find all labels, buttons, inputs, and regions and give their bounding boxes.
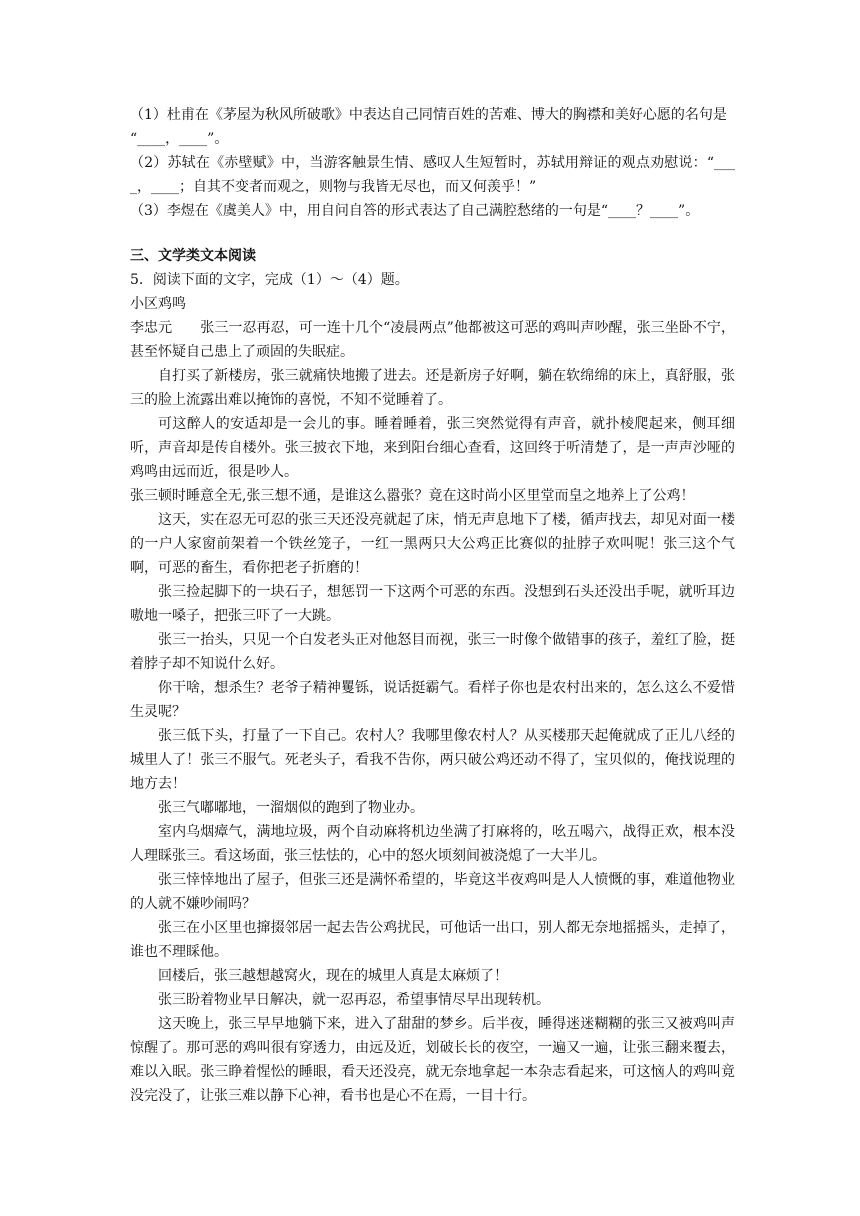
story-paragraph: 张三低下头，打量了一下自己。农村人？我哪里像农村人？从买楼那天起俺就成了正儿八经的城里人了！张三不服气。死老头子，看我不告你，两只破公鸡还动不得了，宝贝似的，俺找说理的地方去！ [130, 728, 735, 792]
story-paragraph: 你干啥，想杀生？老爷子精神矍铄，说话挺霸气。看样子你也是农村出来的，怎么这么不爱惜生灵呢？ [130, 680, 735, 720]
story-paragraph: 回楼后，张三越想越窝火，现在的城里人真是太麻烦了！ [158, 968, 508, 984]
story-paragraph: 张三顿时睡意全无,张三想不通，是谁这么嚣张？竟在这时尚小区里堂而皇之地养上了公鸡！ [130, 488, 695, 504]
story-paragraph: 这天，实在忍无可忍的张三天还没亮就起了床，悄无声息地下了楼，循声找去，却见对面一楼的一户人家窗前架着一个铁丝笼子，一红一黑两只大公鸡正比赛似的扯脖子欢叫呢！张三这个气啊，可恶的畜生，看你把老子折磨的！ [130, 512, 735, 576]
question-2-text: （2）苏轼在《赤壁赋》中，当游客触景生情、感叹人生短暂时，苏轼用辩证的观点劝慰说：“____，____；自其不变者而观之，则物与我皆无尽也，而又何羡乎！” [130, 155, 735, 195]
story-paragraph: 张三在小区里也撺掇邻居一起去告公鸡扰民，可他话一出口，别人都无奈地摇摇头，走掉了，谁也不理睬他。 [130, 920, 735, 960]
question-3-text: （3）李煜在《虞美人》中，用自问自答的形式表达了自己满腔愁绪的一句是“____？____”。 [130, 203, 700, 219]
reading-instruction: 5．阅读下面的文字，完成（1）～（4）题。 [130, 272, 409, 288]
question-1-text: （1）杜甫在《茅屋为秋风所破歌》中表达自己同情百姓的苦难、博大的胸襟和美好心愿的名句是 [130, 107, 727, 123]
story-paragraph: 张三盼着物业早日解决，就一忍再忍，希望事情尽早出现转机。 [158, 992, 550, 1008]
story-paragraph: 自打买了新楼房，张三就痛快地搬了进去。还是新房子好啊，躺在软绵绵的床上，真舒服，张三的脸上流露出难以掩饰的喜悦，不知不觉睡着了。 [130, 368, 735, 408]
story-paragraph: 这天晚上，张三早早地躺下来，进入了甜甜的梦乡。后半夜，睡得迷迷糊糊的张三又被鸡叫声惊醒了。那可恶的鸡叫很有穿透力，由远及近，划破长长的夜空，一遍又一遍，让张三翻来覆去，难以入眠。张三睁着惺忪的睡眼，看天还没亮，就无奈地拿起一本杂志看起来，可这恼人的鸡叫竟没完没了，让张三难以静下心神，看书也是心不在焉，一目十行。 [130, 1016, 735, 1104]
story-paragraph: 张三一抬头，只见一个白发老头正对他怒目而视，张三一时像个做错事的孩子，羞红了脸，挺着脖子却不知说什么好。 [130, 632, 735, 672]
story-paragraph: 室内乌烟瘴气，满地垃圾，两个自动麻将机边坐满了打麻将的，吆五喝六，战得正欢，根本没人理睬张三。看这场面，张三怯怯的，心中的怒火顷刻间被浇熄了一大半儿。 [130, 824, 735, 864]
question-1-blanks: “____，____”。 [130, 131, 229, 147]
story-paragraph: 张三悻悻地出了屋子，但张三还是满怀希望的，毕竟这半夜鸡叫是人人愤慨的事，难道他物业的人就不嫌吵闹吗？ [130, 872, 735, 912]
story-paragraph: 可这醉人的安适却是一会儿的事。睡着睡着，张三突然觉得有声音，就扑棱爬起来，侧耳细听，声音却是传自楼外。张三披衣下地，来到阳台细心查看，这回终于听清楚了，是一声声沙哑的鸡鸣由远而近，很是吵人。 [130, 416, 735, 480]
story-opening: 李忠元 张三一忍再忍，可一连十几个“凌晨两点”他都被这可恶的鸡叫声吵醒，张三坐卧不宁，甚至怀疑自己患上了顽固的失眠症。 [130, 320, 735, 360]
section-heading: 三、文学类文本阅读 [130, 248, 256, 264]
story-title: 小区鸡鸣 [130, 296, 186, 312]
story-paragraph: 张三捡起脚下的一块石子，想惩罚一下这两个可恶的东西。没想到石头还没出手呢，就听耳边嗷地一嗓子，把张三吓了一大跳。 [130, 584, 735, 624]
section-gap [130, 223, 735, 244]
document-page [130, 103, 735, 1108]
story-paragraph: 张三气嘟嘟地，一溜烟似的跑到了物业办。 [158, 800, 424, 816]
